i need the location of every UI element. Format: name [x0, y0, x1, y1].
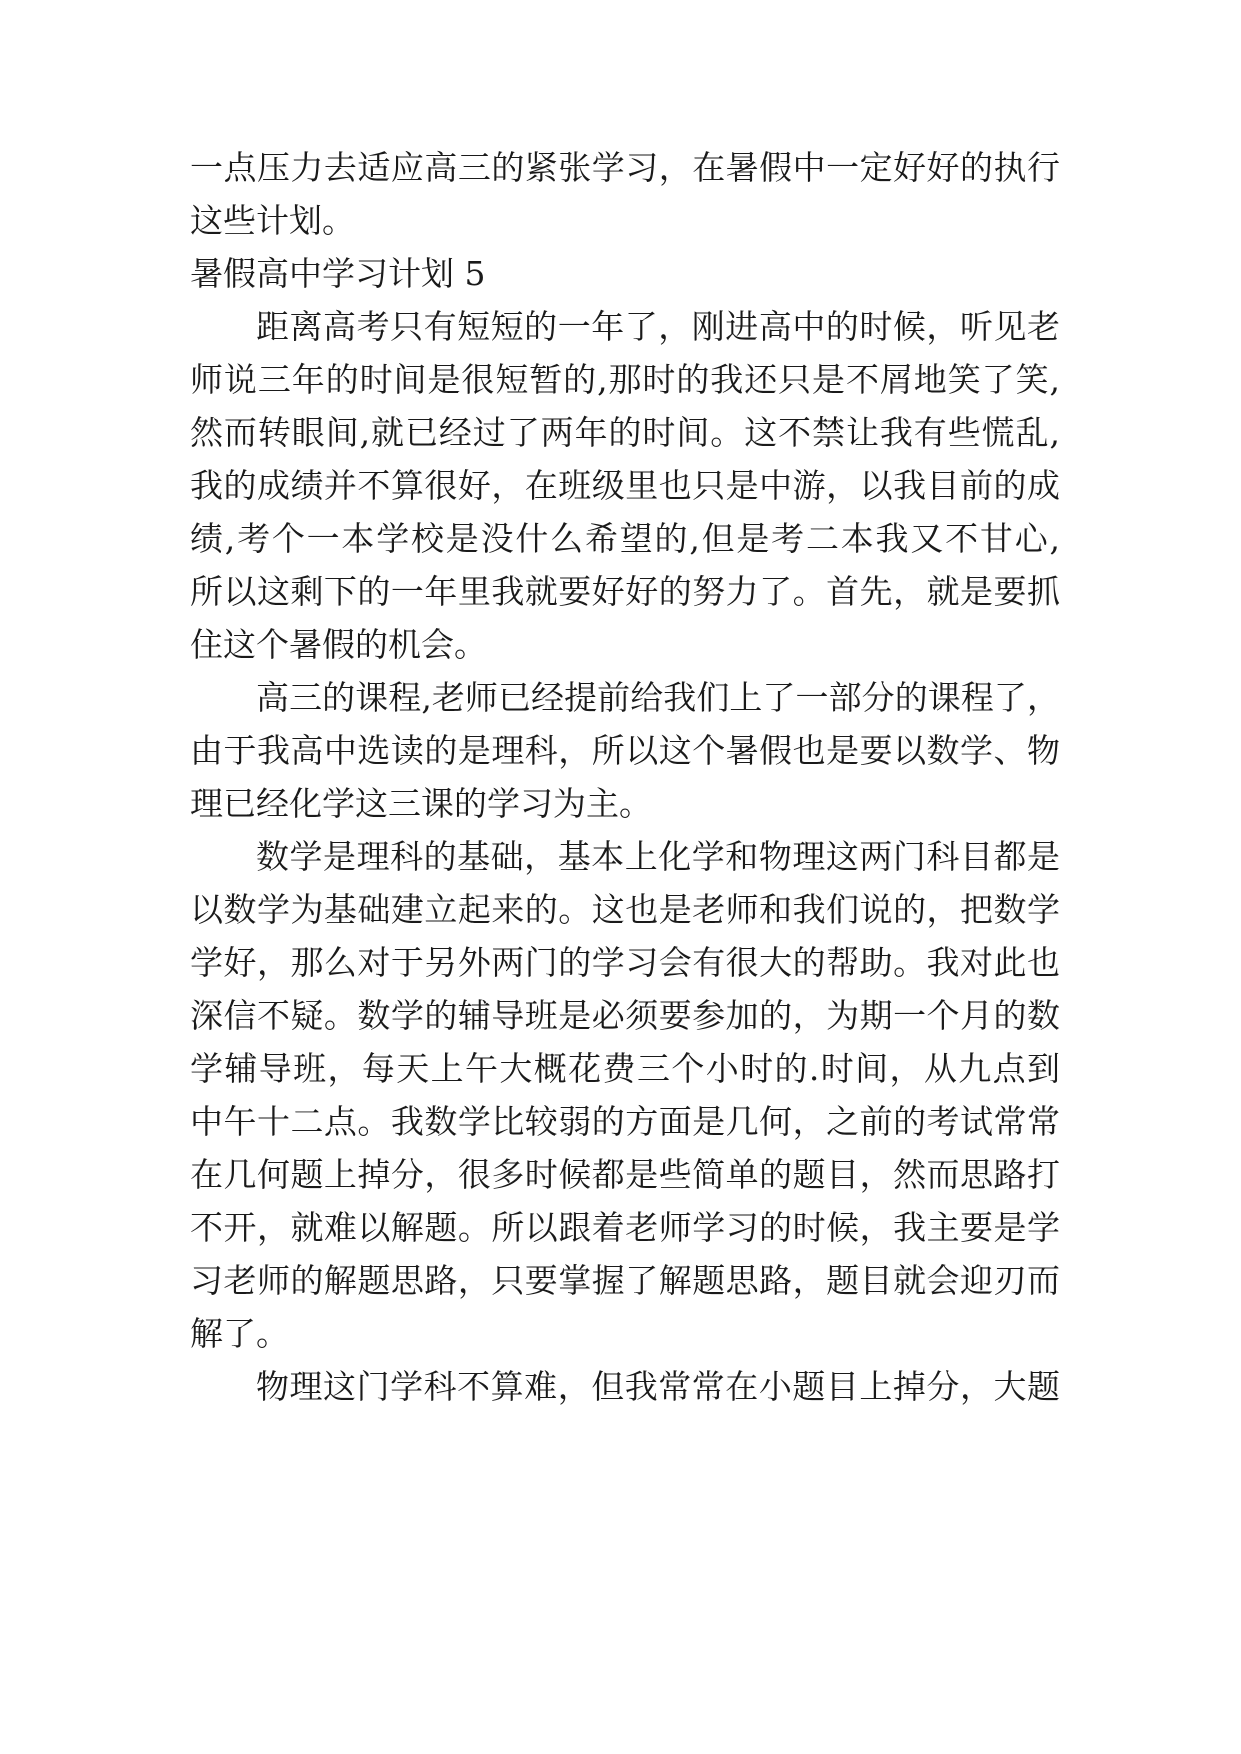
paragraph-line: 所以这剩下的一年里我就要好好的努力了。首先，就是要抓 [190, 572, 1060, 611]
paragraph-line: 绩,考个一本学校是没什么希望的,但是考二本我又不甘心, [190, 519, 1060, 558]
paragraph-line: 习老师的解题思路，只要掌握了解题思路，题目就会迎刃而 [190, 1261, 1060, 1300]
paragraph-line: 在几何题上掉分，很多时候都是些简单的题目，然而思路打 [190, 1155, 1060, 1194]
paragraph-line: 中午十二点。我数学比较弱的方面是几何，之前的考试常常 [190, 1102, 1060, 1141]
paragraph-line: 然而转眼间,就已经过了两年的时间。这不禁让我有些慌乱, [190, 413, 1060, 452]
paragraph-line: 解了。 [190, 1314, 289, 1353]
paragraph-line: 住这个暑假的机会。 [190, 625, 487, 664]
paragraph-line: 物理这门学科不算难，但我常常在小题目上掉分，大题 [256, 1367, 1060, 1406]
paragraph-line: 距离高考只有短短的一年了，刚进高中的时候，听见老 [256, 307, 1060, 346]
paragraph-line: 一点压力去适应高三的紧张学习，在暑假中一定好好的执行 [190, 148, 1060, 187]
paragraph-line: 深信不疑。数学的辅导班是必须要参加的，为期一个月的数 [190, 996, 1060, 1035]
paragraph-line: 我的成绩并不算很好，在班级里也只是中游，以我目前的成 [190, 466, 1060, 505]
paragraph-line: 理已经化学这三课的学习为主。 [190, 784, 652, 823]
paragraph-line: 由于我高中选读的是理科，所以这个暑假也是要以数学、物 [190, 731, 1060, 770]
paragraph-line: 师说三年的时间是很短暂的,那时的我还只是不屑地笑了笑, [190, 360, 1060, 399]
paragraph-line: 这些计划。 [190, 201, 355, 240]
paragraph-line: 学辅导班，每天上午大概花费三个小时的.时间，从九点到 [190, 1049, 1060, 1088]
paragraph-line: 数学是理科的基础，基本上化学和物理这两门科目都是 [256, 837, 1060, 876]
paragraph-line: 以数学为基础建立起来的。这也是老师和我们说的，把数学 [190, 890, 1060, 929]
paragraph-line: 高三的课程,老师已经提前给我们上了一部分的课程了， [256, 678, 1060, 717]
paragraph-line: 学好，那么对于另外两门的学习会有很大的帮助。我对此也 [190, 943, 1060, 982]
section-heading: 暑假高中学习计划 5 [190, 254, 486, 293]
paragraph-line: 不开，就难以解题。所以跟着老师学习的时候，我主要是学 [190, 1208, 1060, 1247]
